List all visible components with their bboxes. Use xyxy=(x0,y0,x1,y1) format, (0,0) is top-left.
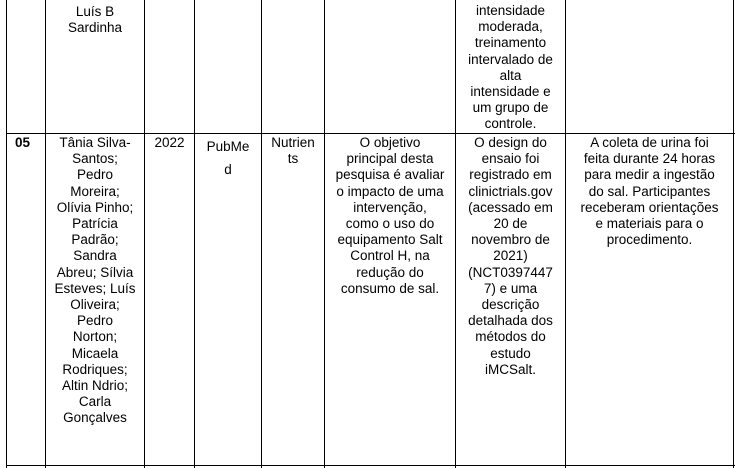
cell-text-line: Santos; xyxy=(72,151,118,167)
cell-text-line: 20 de xyxy=(493,216,528,232)
row-number: 05 xyxy=(15,135,31,150)
cell-text-line: Luís B xyxy=(75,4,115,19)
cell-text-line: Moreira; xyxy=(70,183,120,199)
cell-text-line: Nutrien xyxy=(271,135,315,150)
cell-text-line: iMCSalt. xyxy=(484,361,536,377)
cell-text-line: Carla xyxy=(78,394,112,410)
cell-text-line: treinamento xyxy=(474,35,547,51)
cell-text-line: Patrícia xyxy=(72,216,118,232)
cell-text-line: Sandra xyxy=(73,248,117,264)
cell-text-line: feita durante 24 horas xyxy=(583,151,716,167)
cell-text-line: A coleta de urina foi xyxy=(590,135,709,150)
cell-text-line: Sardinha xyxy=(67,20,123,36)
cell-text-line: e materiais para o xyxy=(595,216,704,232)
results-cell xyxy=(566,135,733,248)
cell-text-line: d xyxy=(224,162,232,177)
column-divider xyxy=(144,0,145,468)
cell-text-line: Esteves; Luís xyxy=(54,280,136,296)
cell-text-line: Micaela xyxy=(71,345,119,361)
cell-text-line: clinictrials.gov xyxy=(468,183,553,199)
cell-text-line: intervalado de xyxy=(468,51,553,67)
cell-text-line: pesquisa é avaliar xyxy=(335,167,445,183)
cell-text-line: principal desta xyxy=(346,151,434,167)
database-cell xyxy=(195,135,261,181)
cell-text-line: O objetivo xyxy=(359,135,421,150)
cell-text-line: equipamento Salt xyxy=(337,232,443,248)
column-divider xyxy=(194,0,195,468)
cell-text-line: métodos do xyxy=(475,329,546,345)
cell-text-line: descrição xyxy=(481,297,540,313)
cell-text-line: Tânia Silva- xyxy=(59,135,131,150)
results-cell xyxy=(456,3,565,133)
cell-text-line: para medir a ingestão xyxy=(584,167,715,183)
cell-text-line: ensaio foi xyxy=(481,151,540,167)
cell-text-line: Altin Ndrio; xyxy=(61,378,129,394)
cell-text-line: intervenção, xyxy=(353,199,427,215)
table-border-right xyxy=(733,0,734,468)
cell-text-line: procedimento. xyxy=(606,232,693,248)
objective-cell xyxy=(325,135,455,297)
cell-text-line: Norton; xyxy=(72,329,118,345)
cell-text-line: Rodriques; xyxy=(62,361,128,377)
cell-text-line: detalhada dos xyxy=(468,313,553,329)
cell-text-line: intensidade xyxy=(475,3,546,18)
methods-cell xyxy=(456,135,565,378)
cell-text-line: 2021) xyxy=(493,248,528,264)
year-cell: 2022 xyxy=(154,135,185,150)
cell-text-line: (NCT0397447 xyxy=(468,264,553,280)
cell-text-line: (acessado em xyxy=(468,199,553,215)
cell-text-line: redução do xyxy=(356,264,424,280)
cell-text-line: Olívia Pinho; xyxy=(56,199,134,215)
cell-text-line: Oliveira; xyxy=(70,297,120,313)
cell-text-line: Padrão; xyxy=(71,232,119,248)
column-divider xyxy=(261,0,262,468)
authors-cell xyxy=(46,4,144,36)
cell-text-line: consumo de sal. xyxy=(340,280,440,296)
cell-text-line: O design do xyxy=(474,135,547,150)
cell-text-line: Pedro xyxy=(76,167,114,183)
cell-text-line: registrado em xyxy=(469,167,552,183)
cell-text-line: do sal. Participantes xyxy=(588,183,711,199)
cell-text-line: Gonçalves xyxy=(63,410,127,426)
row-divider xyxy=(6,133,735,134)
cell-text-line: controle. xyxy=(484,116,537,132)
table-border-left xyxy=(6,0,7,468)
cell-text-line: 7) e uma xyxy=(483,280,538,296)
row-divider xyxy=(6,465,735,466)
cell-text-line: Pedro xyxy=(76,313,114,329)
cell-text-line: receberam orientações xyxy=(580,199,719,215)
cell-text-line: alta xyxy=(499,67,522,83)
authors-cell xyxy=(46,135,144,427)
cell-text-line: estudo xyxy=(490,345,531,361)
cell-text-line: ts xyxy=(287,151,299,167)
cell-text-line: como o uso do xyxy=(345,216,435,232)
cell-text-line: intensidade e xyxy=(470,84,551,100)
cell-text-line: Abreu; Sílvia xyxy=(56,264,134,280)
cell-text-line: PubMe xyxy=(206,139,250,154)
cell-text-line: um grupo de xyxy=(472,100,549,116)
cell-text-line: novembro de xyxy=(471,232,550,248)
cell-text-line: Control H, na xyxy=(350,248,430,264)
cell-text-line: o impacto de uma xyxy=(336,183,444,199)
cell-text-line: moderada, xyxy=(478,19,543,35)
journal-cell xyxy=(262,135,324,167)
